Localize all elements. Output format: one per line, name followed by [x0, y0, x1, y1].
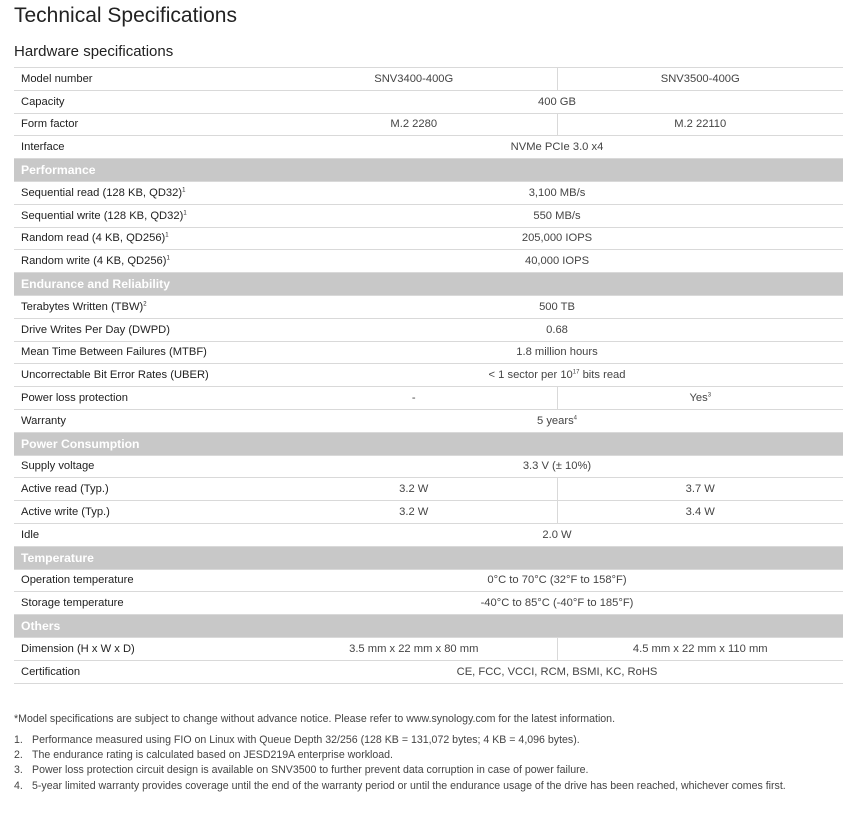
spec-label-text: Certification [21, 665, 81, 678]
spec-value-text: M.2 22110 [674, 118, 727, 131]
spec-value-text: 500 TB [539, 300, 575, 313]
spec-row [14, 501, 843, 524]
footnote-ref: 2 [143, 301, 147, 308]
page-title: Technical Specifications [14, 4, 237, 27]
footnote-text: The endurance rating is calculated based on JESD219A enterprise workload. [32, 749, 393, 762]
spec-row [14, 136, 843, 159]
spec-value-text: 3.7 W [685, 483, 715, 496]
spec-label-text: Operation temperature [21, 574, 134, 587]
spec-label [14, 387, 271, 410]
footnote-ref: 1 [183, 209, 187, 216]
spec-row [14, 478, 843, 501]
spec-value [271, 341, 843, 364]
spec-row [14, 227, 843, 250]
spec-label-text: Dimension (H x W x D) [21, 642, 135, 655]
spec-label [14, 295, 271, 318]
spec-row [14, 341, 843, 364]
spec-label [14, 250, 271, 273]
spec-value-text: 5 years [536, 414, 574, 427]
spec-label-text: Drive Writes Per Day (DWPD) [21, 323, 170, 336]
spec-section-header [14, 615, 843, 638]
spec-value-text: SNV3400-400G [374, 72, 454, 85]
spec-value-model-1 [271, 501, 557, 524]
spec-label [14, 227, 271, 250]
spec-label [14, 569, 271, 592]
footnote-ref: 1 [182, 187, 186, 194]
footnote-item [14, 748, 834, 763]
spec-value [271, 250, 843, 273]
footnote-list [14, 733, 834, 794]
footnote-ref: 4 [573, 415, 578, 422]
spec-label-text: Uncorrectable Bit Error Rates (UBER) [21, 369, 209, 382]
spec-value [271, 660, 843, 683]
footnote-ref: 3 [707, 392, 712, 399]
spec-value-text: - [411, 392, 416, 405]
spec-label [14, 637, 271, 660]
spec-value-model-2 [557, 113, 843, 136]
spec-value-model-2 [557, 637, 843, 660]
footnote-text: Performance measured using FIO on Linux with Queue Depth 32/256 (128 KB = 131,072 bytes; 4 KB = 4,096 bytes). [32, 734, 580, 746]
spec-value [271, 136, 843, 159]
spec-value-text: 3.5 mm x 22 mm x 80 mm [349, 642, 479, 655]
spec-value-text: 400 GB [538, 95, 576, 108]
spec-row [14, 90, 843, 113]
spec-value-suffix: bits read [579, 369, 626, 382]
section-label: Power Consumption [14, 432, 843, 455]
spec-value-text: Yes [689, 392, 708, 405]
spec-label-text: Sequential write (128 KB, QD32) [21, 209, 184, 222]
spec-value [271, 455, 843, 478]
spec-value-model-1 [271, 637, 557, 660]
footnote-number: 4. [14, 779, 23, 792]
spec-label [14, 341, 271, 364]
spec-label-text: Terabytes Written (TBW) [21, 300, 144, 313]
spec-row [14, 295, 843, 318]
spec-value-text: 40,000 IOPS [524, 255, 590, 268]
spec-row [14, 250, 843, 273]
section-label: Others [14, 615, 843, 638]
spec-value [271, 523, 843, 546]
section-label: Temperature [14, 546, 843, 569]
spec-row [14, 113, 843, 136]
spec-value [271, 204, 843, 227]
spec-row [14, 592, 843, 615]
spec-label-text: Interface [21, 141, 65, 154]
spec-label-text: Storage temperature [21, 597, 124, 610]
footnote-item [14, 733, 834, 748]
spec-label-text: Idle [21, 528, 40, 541]
spec-value [271, 592, 843, 615]
spec-row [14, 387, 843, 410]
spec-row [14, 660, 843, 683]
spec-label-text: Power loss protection [21, 392, 128, 405]
spec-row [14, 409, 843, 432]
spec-label-text: Sequential read (128 KB, QD32) [21, 186, 183, 199]
section-label: Endurance and Reliability [14, 273, 843, 296]
spec-value-text: < 1 sector per 10 [488, 369, 573, 382]
spec-label [14, 592, 271, 615]
spec-value-model-2 [557, 387, 843, 410]
spec-value-text: 3.3 V (± 10%) [522, 460, 592, 473]
spec-section-header [14, 546, 843, 569]
spec-label [14, 523, 271, 546]
spec-label [14, 409, 271, 432]
spec-value [271, 295, 843, 318]
spec-label-text: Capacity [21, 95, 65, 108]
spec-value-model-1 [271, 68, 557, 91]
footnote-item [14, 763, 834, 778]
spec-value-text: CE, FCC, VCCI, RCM, BSMI, KC, RoHS [456, 665, 658, 678]
spec-label [14, 660, 271, 683]
spec-value-text: 4.5 mm x 22 mm x 110 mm [632, 642, 768, 655]
footnote-number: 3. [14, 764, 23, 777]
spec-value-model-2 [557, 478, 843, 501]
spec-value-text: 0°C to 70°C (32°F to 158°F) [487, 574, 627, 587]
spec-value-text: 3.2 W [399, 483, 429, 496]
footnote-item [14, 779, 834, 794]
spec-value [271, 364, 843, 387]
spec-value-text: 205,000 IOPS [521, 232, 593, 245]
spec-label [14, 181, 271, 204]
spec-value [271, 569, 843, 592]
spec-row [14, 68, 843, 91]
spec-value-model-1 [271, 387, 557, 410]
spec-value-text: 1.8 million hours [516, 346, 598, 359]
spec-value-text: NVMe PCIe 3.0 x4 [510, 141, 604, 154]
spec-value-model-2 [557, 68, 843, 91]
spec-value-text: 3.2 W [399, 506, 429, 519]
spec-row [14, 204, 843, 227]
spec-value [271, 181, 843, 204]
footnote-disclaimer: *Model specifications are subject to change without advance notice. Please refer to www.synology.com for the latest information. [14, 713, 616, 725]
spec-value-text: 550 MB/s [533, 209, 581, 222]
spec-row [14, 181, 843, 204]
spec-row [14, 364, 843, 387]
spec-section-header [14, 273, 843, 296]
footnote-number: 1. [14, 734, 23, 746]
footnote-ref: 1 [165, 232, 169, 239]
spec-value-model-2 [557, 501, 843, 524]
spec-value-text: 2.0 W [542, 528, 572, 541]
spec-section-header [14, 432, 843, 455]
footnote-number: 2. [14, 749, 23, 762]
spec-value [271, 409, 843, 432]
spec-label-text: Mean Time Between Failures (MTBF) [21, 346, 207, 359]
spec-row [14, 523, 843, 546]
spec-value [271, 90, 843, 113]
spec-value-model-1 [271, 113, 557, 136]
footnote-ref: 17 [572, 369, 580, 376]
spec-label-text: Supply voltage [21, 460, 95, 473]
spec-value-text: 3.4 W [685, 506, 715, 519]
spec-label-text: Form factor [21, 118, 79, 131]
spec-label [14, 318, 271, 341]
spec-value-model-1 [271, 478, 557, 501]
spec-label [14, 455, 271, 478]
spec-value-text: 0.68 [546, 323, 568, 336]
spec-label-text: Random read (4 KB, QD256) [21, 232, 166, 245]
section-label: Performance [14, 159, 843, 182]
spec-label [14, 501, 271, 524]
spec-value-text: -40°C to 85°C (-40°F to 185°F) [480, 597, 634, 610]
spec-row [14, 569, 843, 592]
spec-row [14, 637, 843, 660]
section-title: Hardware specifications [14, 43, 174, 60]
spec-value-text: 3,100 MB/s [528, 186, 586, 199]
footnote-text: 5-year limited warranty provides coverage until the end of the warranty period or until the endurance usage of the drive has been reached, whichever comes first. [32, 779, 786, 792]
spec-label [14, 68, 271, 91]
spec-label [14, 136, 271, 159]
spec-label-text: Warranty [21, 414, 66, 427]
spec-label [14, 90, 271, 113]
spec-table [14, 67, 843, 684]
spec-label [14, 113, 271, 136]
spec-label [14, 204, 271, 227]
spec-row [14, 318, 843, 341]
spec-label [14, 364, 271, 387]
spec-label-text: Active read (Typ.) [21, 483, 109, 496]
spec-value-text: SNV3500-400G [660, 72, 740, 85]
spec-label-text: Active write (Typ.) [21, 506, 110, 519]
spec-label [14, 478, 271, 501]
footnote-text: Power loss protection circuit design is available on SNV3500 to further prevent data corruption in case of power failure. [32, 764, 589, 777]
footnote-ref: 1 [166, 255, 170, 262]
spec-value [271, 318, 843, 341]
spec-value [271, 227, 843, 250]
spec-label-text: Model number [21, 72, 93, 85]
spec-label-text: Random write (4 KB, QD256) [21, 255, 167, 268]
spec-section-header [14, 159, 843, 182]
spec-value-text: M.2 2280 [390, 118, 438, 131]
spec-row [14, 455, 843, 478]
